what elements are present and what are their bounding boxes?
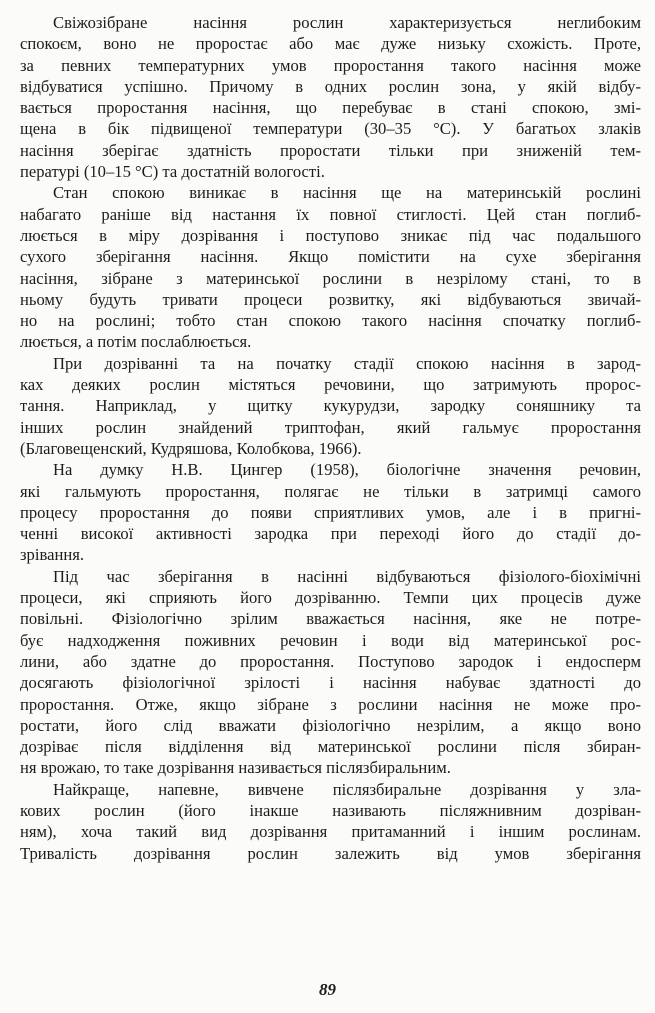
text-line: процесу проростання до появи сприятливих умов, але і в пригні- (20, 502, 641, 522)
text-line: люється, а потім послаблюється. (20, 332, 252, 352)
body-text (20, 12, 641, 864)
paragraph-2 (20, 182, 641, 352)
text-line: проростання. Отже, якщо зібране з рослини насіння не може про- (20, 694, 641, 714)
text-line: ньому будуть тривати процеси розвитку, які відбуваються звичай- (20, 289, 641, 309)
text-line: щена в бік підвищеної температури (30–35 °С). У багатьох злаків (20, 119, 641, 139)
text-line: спокоєм, воно не проростає або має дуже низьку схожість. Проте, (20, 34, 641, 54)
page-number: 89 (319, 980, 336, 999)
text-line: Найкраще, напевне, вивчене післязбиральне дозрівання у зла- (53, 779, 641, 799)
text-line: но на рослині; тобто стан спокою такого насіння спочатку поглиб- (20, 311, 641, 331)
text-line: На думку Н.В. Цингер (1958), біологічне значення речовин, (53, 460, 641, 480)
text-line: зрівання. (20, 545, 84, 565)
text-line: досягають фізіологічної зрілості і насіння набуває здатності до (20, 673, 641, 693)
text-line: Стан спокою виникає в насіння ще на материнській рослині (53, 183, 641, 203)
text-line: за певних температурних умов проростання такого насіння може (20, 55, 641, 75)
text-line: лини, або здатне до проростання. Поступово зародок і ендосперм (20, 651, 641, 671)
text-line: ченні високої активності зародка при переході його до стадії до- (20, 524, 641, 544)
text-line: повільні. Фізіологічно зрілим вважається насіння, яке не потре- (20, 609, 641, 629)
paragraph-1 (20, 12, 641, 182)
text-line: процеси, які сприяють його дозріванню. Темпи цих процесів дуже (20, 588, 641, 608)
paragraph-5 (20, 566, 641, 779)
text-line: насіння зберігає здатність проростати тільки при зниженій тем- (20, 140, 641, 160)
text-line: ням), хоча такий вид дозрівання притаманний і іншим рослинам. (20, 822, 641, 842)
text-line: вається проростання насіння, що перебуває в стані спокою, змі- (20, 98, 641, 118)
text-line: При дозріванні та на початку стадії спокою насіння в зарод- (53, 353, 641, 373)
text-line: Тривалість дозрівання рослин залежить від умов зберігання (20, 843, 641, 863)
text-line: ках деяких рослин містяться речовини, що затримують пророс- (20, 375, 641, 395)
text-line: Свіжозібране насіння рослин характеризується неглибоким (53, 13, 641, 32)
text-line: набагато раніше від настання їх повної стиглості. Цей стан поглиб- (20, 204, 641, 224)
text-line: кових рослин (його інакше називають післяжнивним дозріван- (20, 800, 641, 820)
text-line: тання. Наприклад, у щитку кукурудзи, зародку соняшнику та (20, 396, 641, 416)
text-line: пературі (10–15 °С) та достатній вологості. (20, 162, 325, 182)
text-line: бує надходження поживних речовин і води від материнської рос- (20, 630, 641, 650)
paragraph-6 (20, 779, 641, 864)
paragraph-3 (20, 353, 641, 459)
text-line: відбуватися успішно. Причому в одних рослин зона, у якій відбу- (20, 76, 641, 96)
text-line: люється в міру дозрівання і поступово зникає під час подальшого (20, 225, 641, 245)
paragraph-4 (20, 459, 641, 565)
text-line: ростати, його слід вважати фізіологічно незрілим, а якщо воно (20, 715, 641, 735)
text-line: інших рослин знайдений триптофан, який гальмує проростання (20, 417, 641, 437)
text-line: (Благовещенский, Кудряшова, Колобкова, 1966). (20, 438, 362, 458)
text-line: сухого зберігання насіння. Якщо помістити на сухе зберігання (20, 247, 641, 267)
text-line: дозріває після відділення від материнської рослини після збиран- (20, 737, 641, 757)
text-line: Під час зберігання в насінні відбуваються фізіолого-біохімічні (53, 566, 641, 586)
text-line: ня врожаю, то таке дозрівання називається післязбиральним. (20, 758, 451, 778)
text-line: які гальмують проростання, полягає не тільки в затримці самого (20, 481, 641, 501)
text-line: насіння, зібране з материнської рослини в незрілому стані, то в (20, 268, 641, 288)
